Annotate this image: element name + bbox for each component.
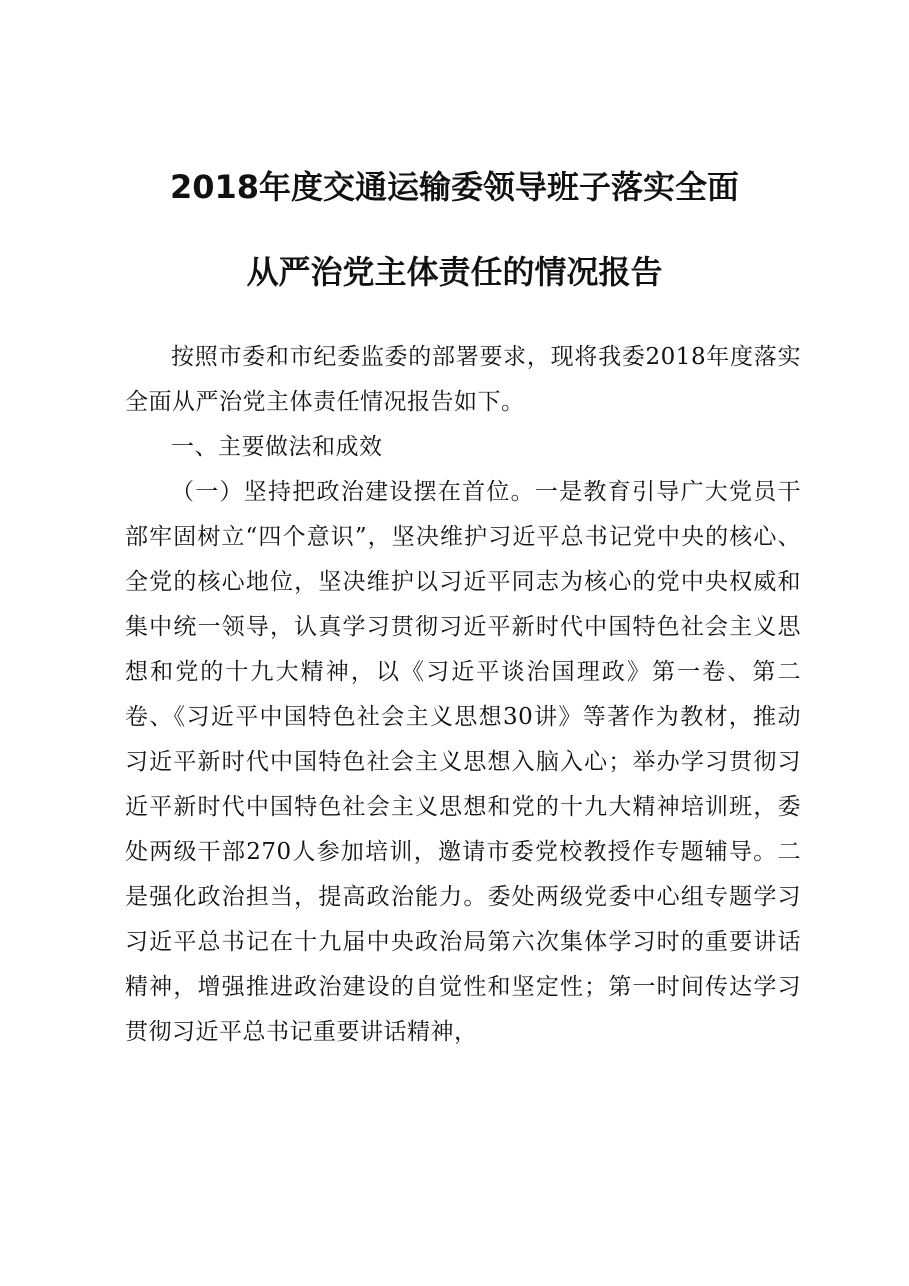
section-heading: 一、主要做法和成效 — [171, 434, 383, 460]
document-title-line-1: 2018年度交通运输委领导班子落实全面 — [169, 168, 740, 206]
document-title-line-2: 从严治党主体责任的情况报告 — [246, 253, 663, 291]
body-paragraph: （一）坚持把政治建设摆在首位。一是教育引导广大党员干部牢固树立“四个意识”，坚决维护习近平总书记党中央的核心、全党的核心地位，坚决维护以习近平同志为核心的党中央权威和集中统一领导，认真学习贯彻习近平新时代中国特色社会主义思想和党的十九大精神，以《习近平谈治国理政》第一卷、第二卷、《习近平中国特色社会主义思想30讲》等著作为教材，推动习近平新时代中国特色社会主义思想入脑入心；举办学习贯彻习近平新时代中国特色社会主义思想和党的十九大精神培训班，委处两级干部270人参加培训，邀请市委党校教授作专题辅导。二是强化政治担当，提高政治能力。委处两级党委中心组专题学习习近平总书记在十九届中央政治局第六次集体学习时的重要讲话精神，增强推进政治建设的自觉性和坚定性；第一时间传达学习贯彻习近平总书记重要讲话精神， — [125, 479, 801, 1045]
document-body — [125, 335, 801, 1055]
intro-paragraph: 按照市委和市纪委监委的部署要求，现将我委2018年度落实全面从严治党主体责任情况报告如下。 — [125, 344, 801, 415]
